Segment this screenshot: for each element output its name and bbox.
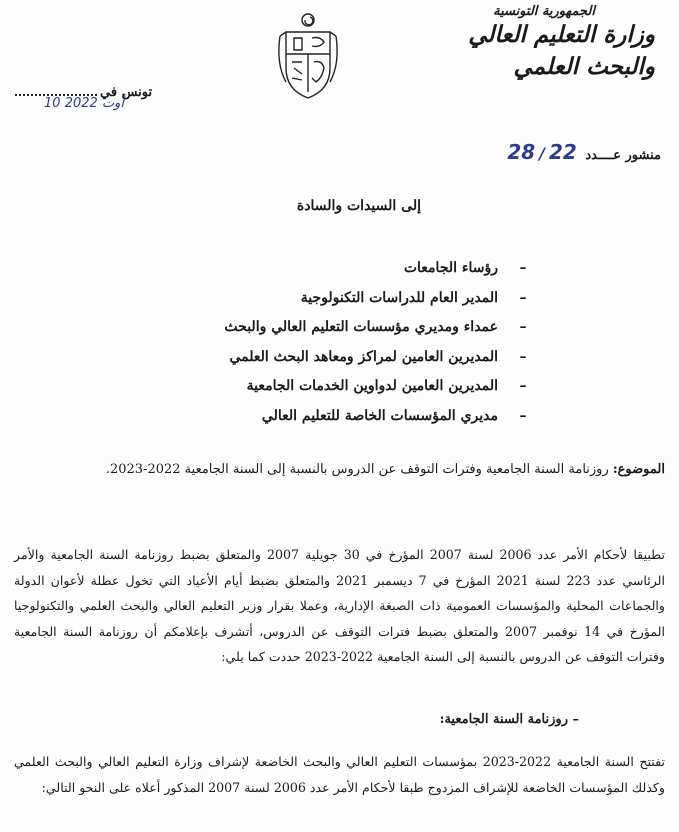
list-item: –المديرين العامين لدواوين الخدمات الجامعية xyxy=(246,378,527,395)
list-item: –عمداء ومديري مؤسسات التعليم العالي والبحث xyxy=(224,319,527,336)
circular-number: 28 xyxy=(507,140,536,164)
list-item: –مديري المؤسسات الخاصة للتعليم العالي xyxy=(261,407,527,424)
subject-label: الموضوع: xyxy=(612,462,665,477)
circular-label: منشور عــــدد xyxy=(585,148,661,163)
recipients-list xyxy=(194,258,534,436)
list-item: –المدير العام للدراسات التكنولوجية xyxy=(300,289,527,306)
date-place: تونس في xyxy=(100,85,153,100)
body-paragraph-2: تفتتح السنة الجامعية 2022-2023 بمؤسسات التعليم العالي والبحث الخاضعة لإشراف وزارة التعليم العالي والبحث العلمي وكذلك المؤسسات الخاضعة للإشراف المزدوج طبقا لأحكام الأمر عدد 2006 لسنة 2007 المذكور أعلاه على النحو التالي: xyxy=(14,754,665,795)
handwritten-date: 10 أوت 2022 xyxy=(44,96,125,111)
circular-number-line: منشور عــــدد 28 / 22 xyxy=(507,140,661,164)
body-paragraph-1: تطبيقا لأحكام الأمر عدد 2006 لسنة 2007 المؤرخ في 30 جويلية 2007 والمتعلق بضبط روزنامة السنة الجامعية والأمر الرئاسي عدد 223 لسنة 2021 المؤرخ في 7 ديسمبر 2021 والمتعلق بضبط أيام الأعياد التي تخول عطلة لأعوان الدولة والجماعات المحلية والمؤسسات العمومية ذات الصبغة الإدارية، وعملا بقرار وزير التعليم العالي والبحث العلمي والتكنولوجيا المؤرخ في 14 نوفمبر 2007 والمتعلق بضبط فترات التوقف عن الدروس، أتشرف بإعلامكم أن روزنامة السنة الجامعية وفترات التوقف عن الدروس بالنسبة إلى السنة الجامعية 2022-2023 حددت كما يلي: xyxy=(14,547,665,664)
subject-line xyxy=(106,462,665,477)
tunisia-coat-of-arms-icon xyxy=(272,8,344,104)
ministry-name-line2: والبحث العلمي xyxy=(513,53,655,80)
republic-title: الجمهورية التونسية xyxy=(493,4,595,19)
addressee-heading: إلى السيدات والسادة xyxy=(296,198,421,214)
circular-year: 22 xyxy=(549,140,577,164)
letterhead xyxy=(435,4,665,83)
section-title: – روزنامة السنة الجامعية: xyxy=(439,712,579,727)
ministry-name-line1: وزارة التعليم العالي xyxy=(468,21,655,48)
date-dotted-line xyxy=(15,84,97,96)
list-item: –رؤساء الجامعات xyxy=(403,260,527,276)
subject-text: روزنامة السنة الجامعية وفترات التوقف عن الدروس بالنسبة إلى السنة الجامعية 2022-2023. xyxy=(105,462,609,477)
list-item: –المديرين العامين لمراكز ومعاهد البحث العلمي xyxy=(229,348,527,365)
